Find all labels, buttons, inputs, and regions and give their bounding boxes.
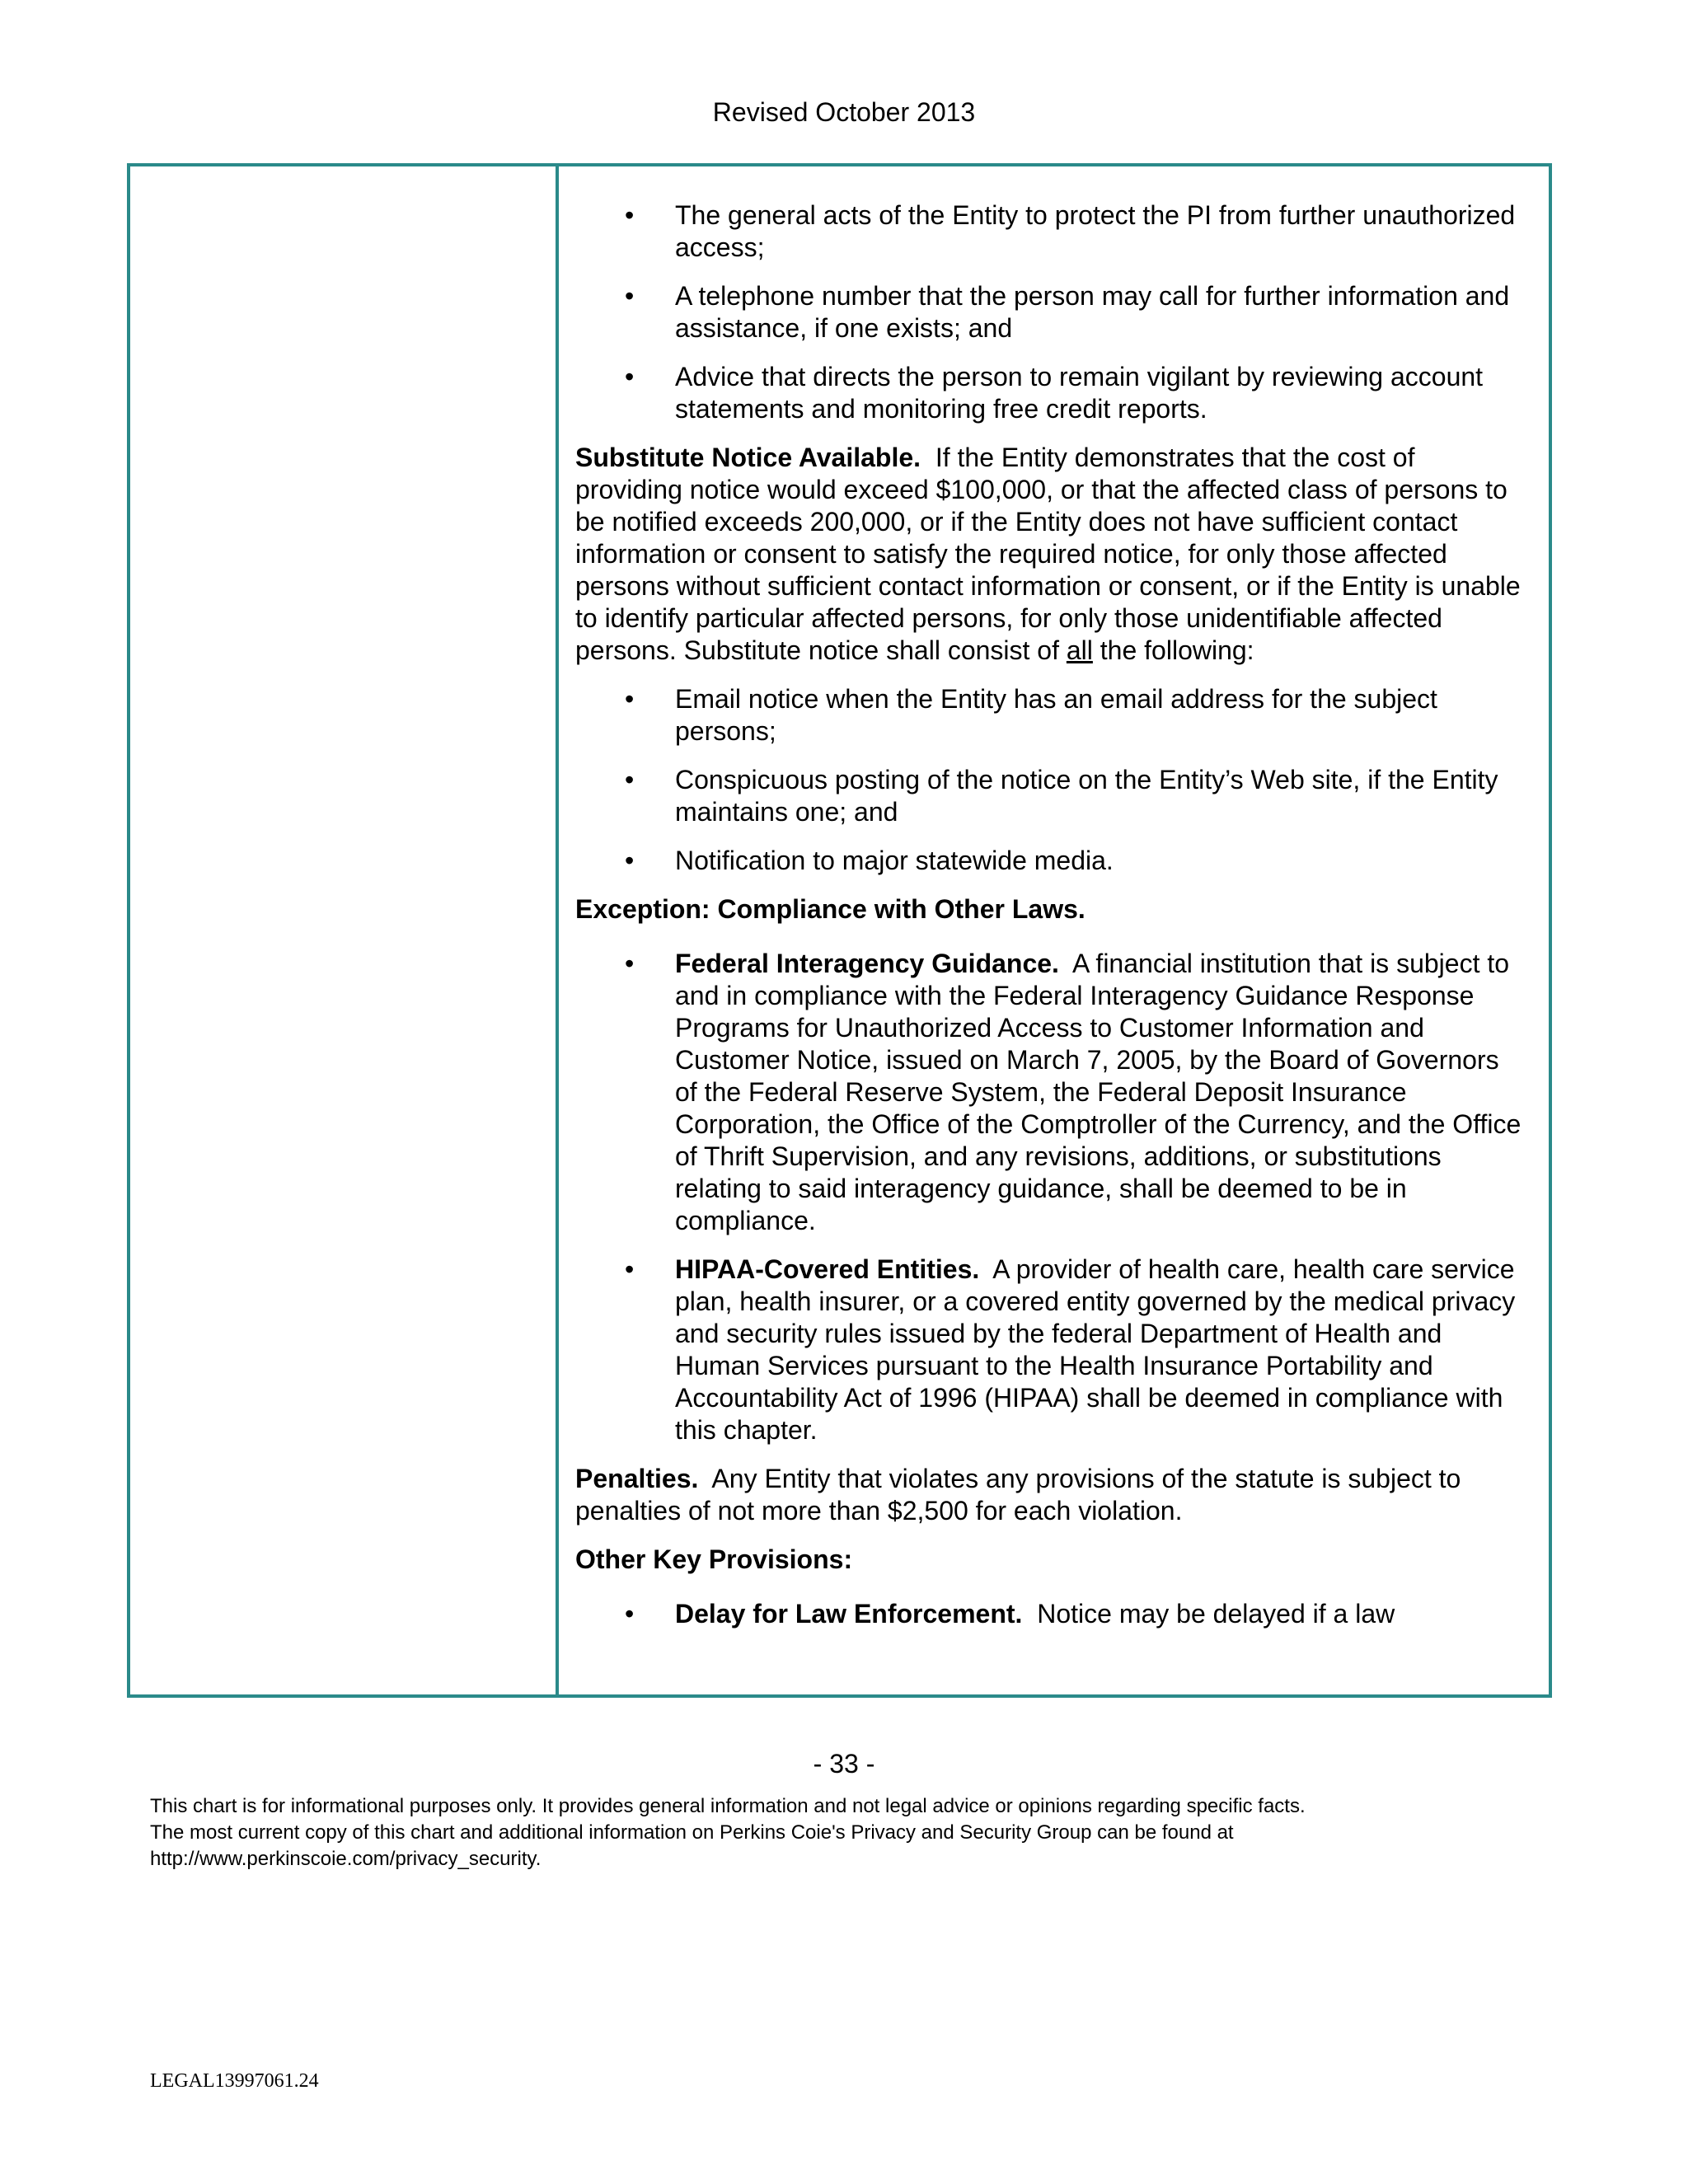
bullet-icon: • — [625, 281, 635, 311]
substitute-notice-text-end: the following: — [1092, 635, 1254, 665]
list-item-text: Notification to major statewide media. — [675, 846, 1114, 875]
underlined-word: all — [1066, 635, 1093, 665]
list-item — [575, 683, 1524, 748]
disclaimer — [150, 1793, 1617, 1872]
list-item — [575, 1598, 1524, 1630]
disclaimer-line: The most current copy of this chart and additional information on Perkins Coie's Privacy and Security Group can be found at — [150, 1821, 1234, 1844]
list-item — [575, 948, 1524, 1237]
bullet-icon: • — [625, 949, 635, 978]
bullet-icon: • — [625, 200, 635, 230]
exception-item-text: A financial institution that is subject to and in compliance with the Federal Interagency Guidance Response Programs for Unauthorized Access to Customer Information and Customer Notice, issued on March 7, 2005, by the Board of Governors of the Federal Reserve System, the Federal Deposit Insurance Corporation, the Office of the Comptroller of the Currency, and the Office of Thrift Supervision, and any revisions, additions, or substitutions relating to said interagency guidance, shall be deemed to be in compliance. — [675, 949, 1522, 1235]
content-table — [127, 163, 1552, 1698]
substitute-notice-text: If the Entity demonstrates that the cost of providing notice would exceed $100,000, or that the affected class of persons to be notified exceeds 200,000, or if the Entity does not have sufficient contact information or consent to satisfy the required notice, for only those affected persons without sufficient contact information or consent, or if the Entity is unable to identify particular affected persons, for only those unidentifiable affected persons. Substitute notice shall consist of — [575, 443, 1521, 665]
table-left-column — [130, 166, 559, 1694]
penalties-paragraph — [575, 1463, 1524, 1527]
list-item-text: Advice that directs the person to remain vigilant by reviewing account statements and monitoring free credit reports. — [675, 362, 1484, 424]
disclaimer-link[interactable]: http://www.perkinscoie.com/privacy_security. — [150, 1848, 542, 1870]
other-provisions-list — [575, 1598, 1524, 1630]
substitute-notice-list — [575, 683, 1524, 877]
other-item-title: Delay for Law Enforcement. — [675, 1599, 1023, 1629]
list-item — [575, 1254, 1524, 1446]
other-provisions-heading: Other Key Provisions: — [575, 1544, 853, 1574]
page-number: - 33 - — [813, 1749, 875, 1779]
bullet-icon: • — [625, 1254, 635, 1284]
bullet-icon: • — [625, 1599, 635, 1629]
bullet-icon: • — [625, 362, 635, 391]
exception-list — [575, 948, 1524, 1446]
list-item — [575, 361, 1524, 425]
list-item — [575, 845, 1524, 877]
bullet-icon: • — [625, 846, 635, 875]
document-id: LEGAL13997061.24 — [150, 2070, 319, 2092]
substitute-notice-heading: Substitute Notice Available. — [575, 443, 921, 472]
revision-header: Revised October 2013 — [712, 97, 976, 127]
exception-heading: Exception: Compliance with Other Laws. — [575, 894, 1085, 924]
exception-item-text: A provider of health care, health care service plan, health insurer, or a covered entity governed by the medical privacy and security rules issued by the federal Department of Health and Human Services pursuant to the Health Insurance Portability and Accountability Act of 1996 (HIPAA) shall be deemed in compliance with this chapter. — [675, 1254, 1516, 1445]
exception-item-title: HIPAA-Covered Entities. — [675, 1254, 980, 1284]
bullet-icon: • — [625, 765, 635, 794]
disclaimer-line: This chart is for informational purposes only. It provides general information and not legal advice or opinions regarding specific facts. — [150, 1795, 1306, 1817]
other-item-text: Notice may be delayed if a law — [1037, 1599, 1395, 1629]
bullet-icon: • — [625, 684, 635, 714]
substitute-notice-paragraph — [575, 442, 1524, 667]
penalties-text: Any Entity that violates any provisions of the statute is subject to penalties of not more than $2,500 for each violation. — [575, 1464, 1461, 1526]
notice-content-list — [575, 199, 1524, 425]
exception-item-title: Federal Interagency Guidance. — [675, 949, 1059, 978]
list-item — [575, 199, 1524, 264]
penalties-heading: Penalties. — [575, 1464, 699, 1493]
list-item-text: The general acts of the Entity to protect the PI from further unauthorized access; — [675, 200, 1516, 262]
list-item — [575, 764, 1524, 828]
list-item-text: Email notice when the Entity has an email address for the subject persons; — [675, 684, 1437, 746]
table-right-column — [559, 166, 1549, 1694]
list-item-text: Conspicuous posting of the notice on the Entity’s Web site, if the Entity maintains one; and — [675, 765, 1498, 827]
list-item — [575, 280, 1524, 344]
list-item-text: A telephone number that the person may call for further information and assistance, if one exists; and — [675, 281, 1510, 343]
